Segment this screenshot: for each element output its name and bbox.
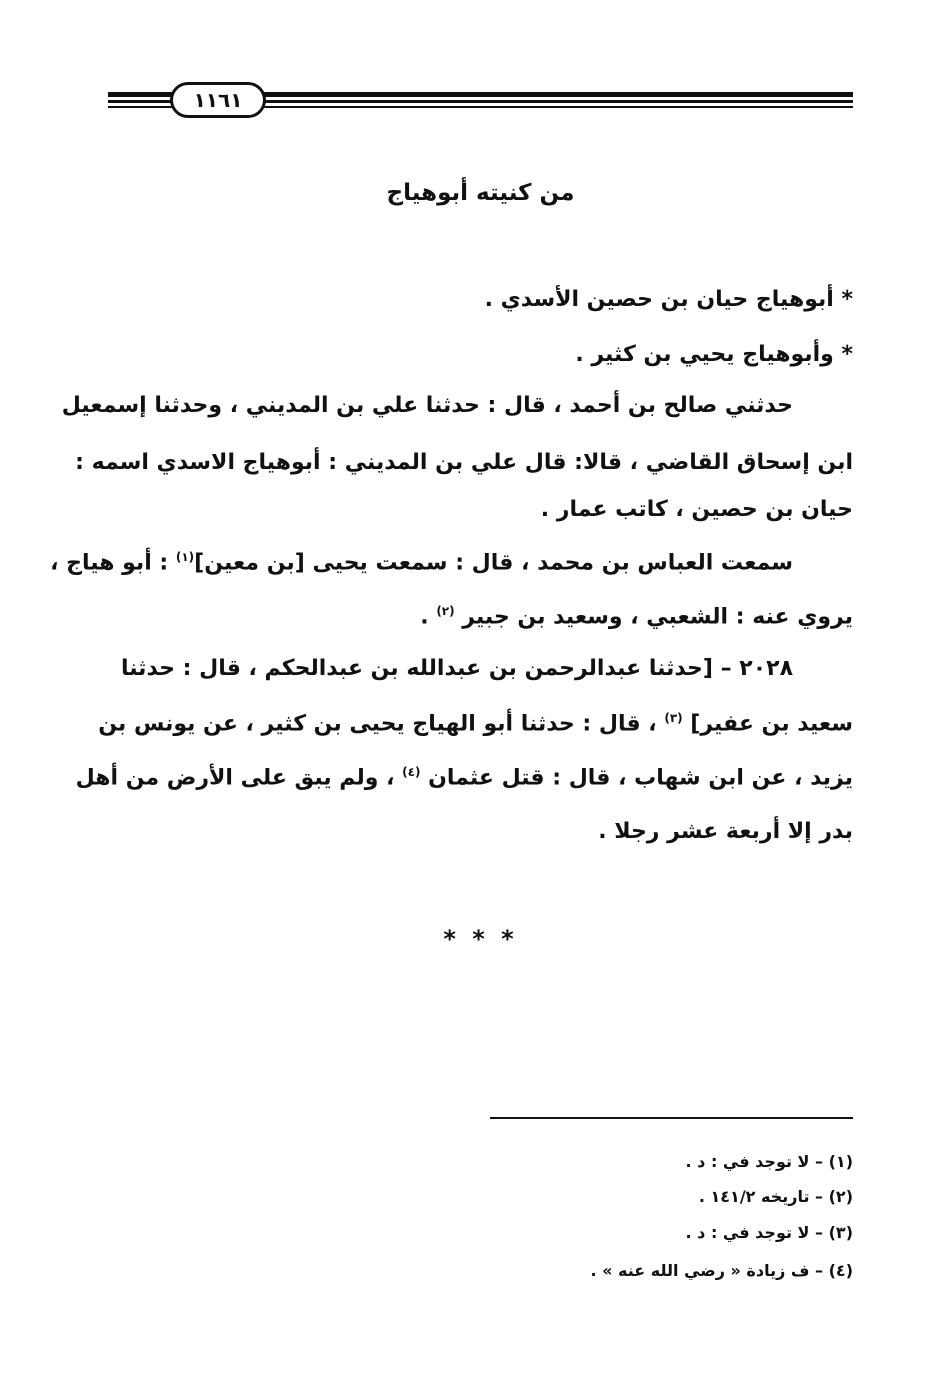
entry-line: * وأبوهياج يحيي بن كثير . <box>575 342 853 367</box>
section-title: من كنيته أبوهياج <box>386 180 575 206</box>
body-line: حدثني صالح بن أحمد ، قال : حدثنا علي بن المديني ، وحدثنا إسمعيل <box>61 393 793 418</box>
footnote: (١) – لا توجد في : د . <box>685 1152 853 1171</box>
footnote: (٣) – لا توجد في : د . <box>685 1223 853 1242</box>
footnote-ref: (٣) <box>664 711 683 725</box>
body-line: ابن إسحاق القاضي ، قالا: قال علي بن المديني : أبوهياج الاسدي اسمه : <box>75 450 853 475</box>
body-line: حيان بن حصين ، كاتب عمار . <box>540 497 853 522</box>
entry-line: * أبوهياج حيان بن حصين الأسدي . <box>484 287 853 312</box>
section-separator: * * * <box>443 925 518 953</box>
body-line: سمعت العباس بن محمد ، قال : سمعت يحيى [بن معين]$^{(١)}$ : أبو هياج ، <box>50 550 793 576</box>
footnote-ref: (٢) <box>436 604 455 618</box>
page-header <box>108 82 853 122</box>
body-line: سعيد بن عفير] $^{(٣)}$ ، قال : حدثنا أبو الهياج يحيى بن كثير ، عن يونس بن <box>98 711 853 737</box>
body-line: ٢٠٢٨ – [حدثنا عبدالرحمن بن عبدالله بن عبدالحكم ، قال : حدثنا <box>120 656 793 681</box>
body-line: يزيد ، عن ابن شهاب ، قال : قتل عثمان $^{(٤)}$ ، ولم يبق على الأرض من أهل <box>75 765 853 791</box>
page-number: ١١٦١ <box>170 82 266 118</box>
body-line: يروي عنه : الشعبي ، وسعيد بن جبير $^{(٢)}$ . <box>420 604 853 630</box>
body-line: بدر إلا أربعة عشر رجلا . <box>598 819 853 844</box>
footnote-ref: (٤) <box>402 765 421 779</box>
footnote-ref: (١) <box>175 550 195 564</box>
footnote-divider <box>490 1117 853 1119</box>
footnote: (٢) – تاريخه ١٤١/٢ . <box>698 1187 853 1206</box>
footnote: (٤) – ف زيادة « رضي الله عنه » . <box>590 1261 853 1280</box>
